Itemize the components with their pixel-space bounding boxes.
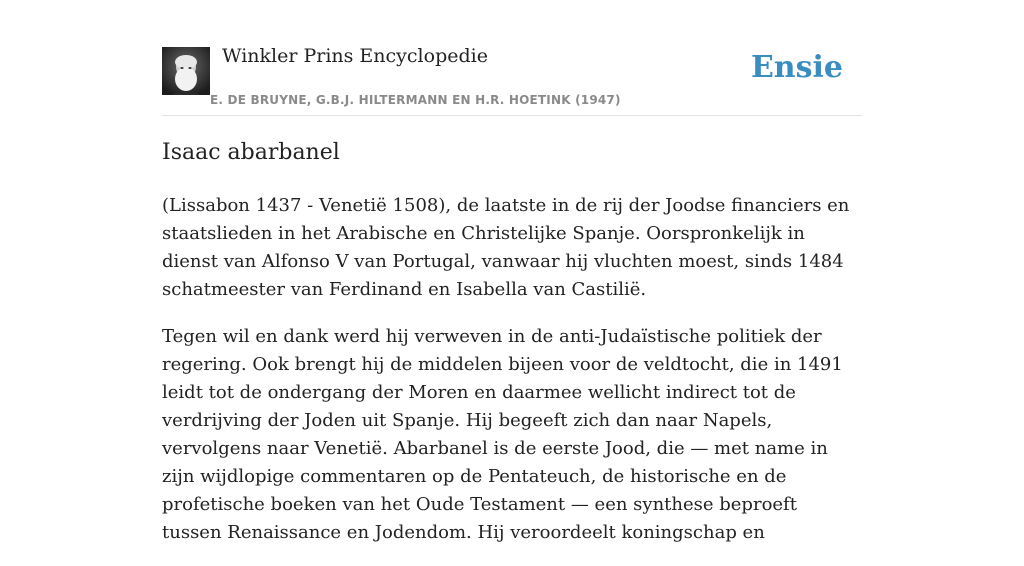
article-title: Isaac abarbanel [162,140,340,165]
page [162,0,862,543]
ensie-logo-link[interactable]: Ensie [750,50,843,85]
author-portrait-image [162,47,210,95]
article-body [162,192,862,566]
article-paragraph: (Lissabon 1437 - Venetië 1508), de laatste in de rij der Joodse financiers en staatslieden in het Arabische en Christelijke Spanje. Oorspronkelijk in dienst van Alfonso V van Portugal, vanwaar hij vluchten moest, sinds 1484 schatmeester van Ferdinand en Isabella van Castilië. [162,195,850,300]
source-header [162,0,862,116]
author-avatar[interactable] [162,47,210,95]
source-authors: E. DE BRUYNE, G.B.J. HILTERMANN EN H.R. HOETINK (1947) [210,93,621,107]
source-title[interactable]: Winkler Prins Encyclopedie [222,45,488,67]
article-paragraph: Tegen wil en dank werd hij verweven in de anti-Judaïstische politiek der regering. Ook brengt hij de middelen bijeen voor de veldtocht, die in 1491 leidt tot de ondergang der Moren en daarmee wellicht indirect tot de verdrijving der Joden uit Spanje. Hij begeeft zich dan naar Napels, vervolgens naar Venetië. Abarbanel is de eerste Jood, die — met name in zijn wijdlopige commentaren op de Pentateuch, de historische en de profetische boeken van het Oude Testament — een synthese beproeft tussen Renaissance en Jodendom. Hij veroordeelt koningschap en [162,326,843,543]
